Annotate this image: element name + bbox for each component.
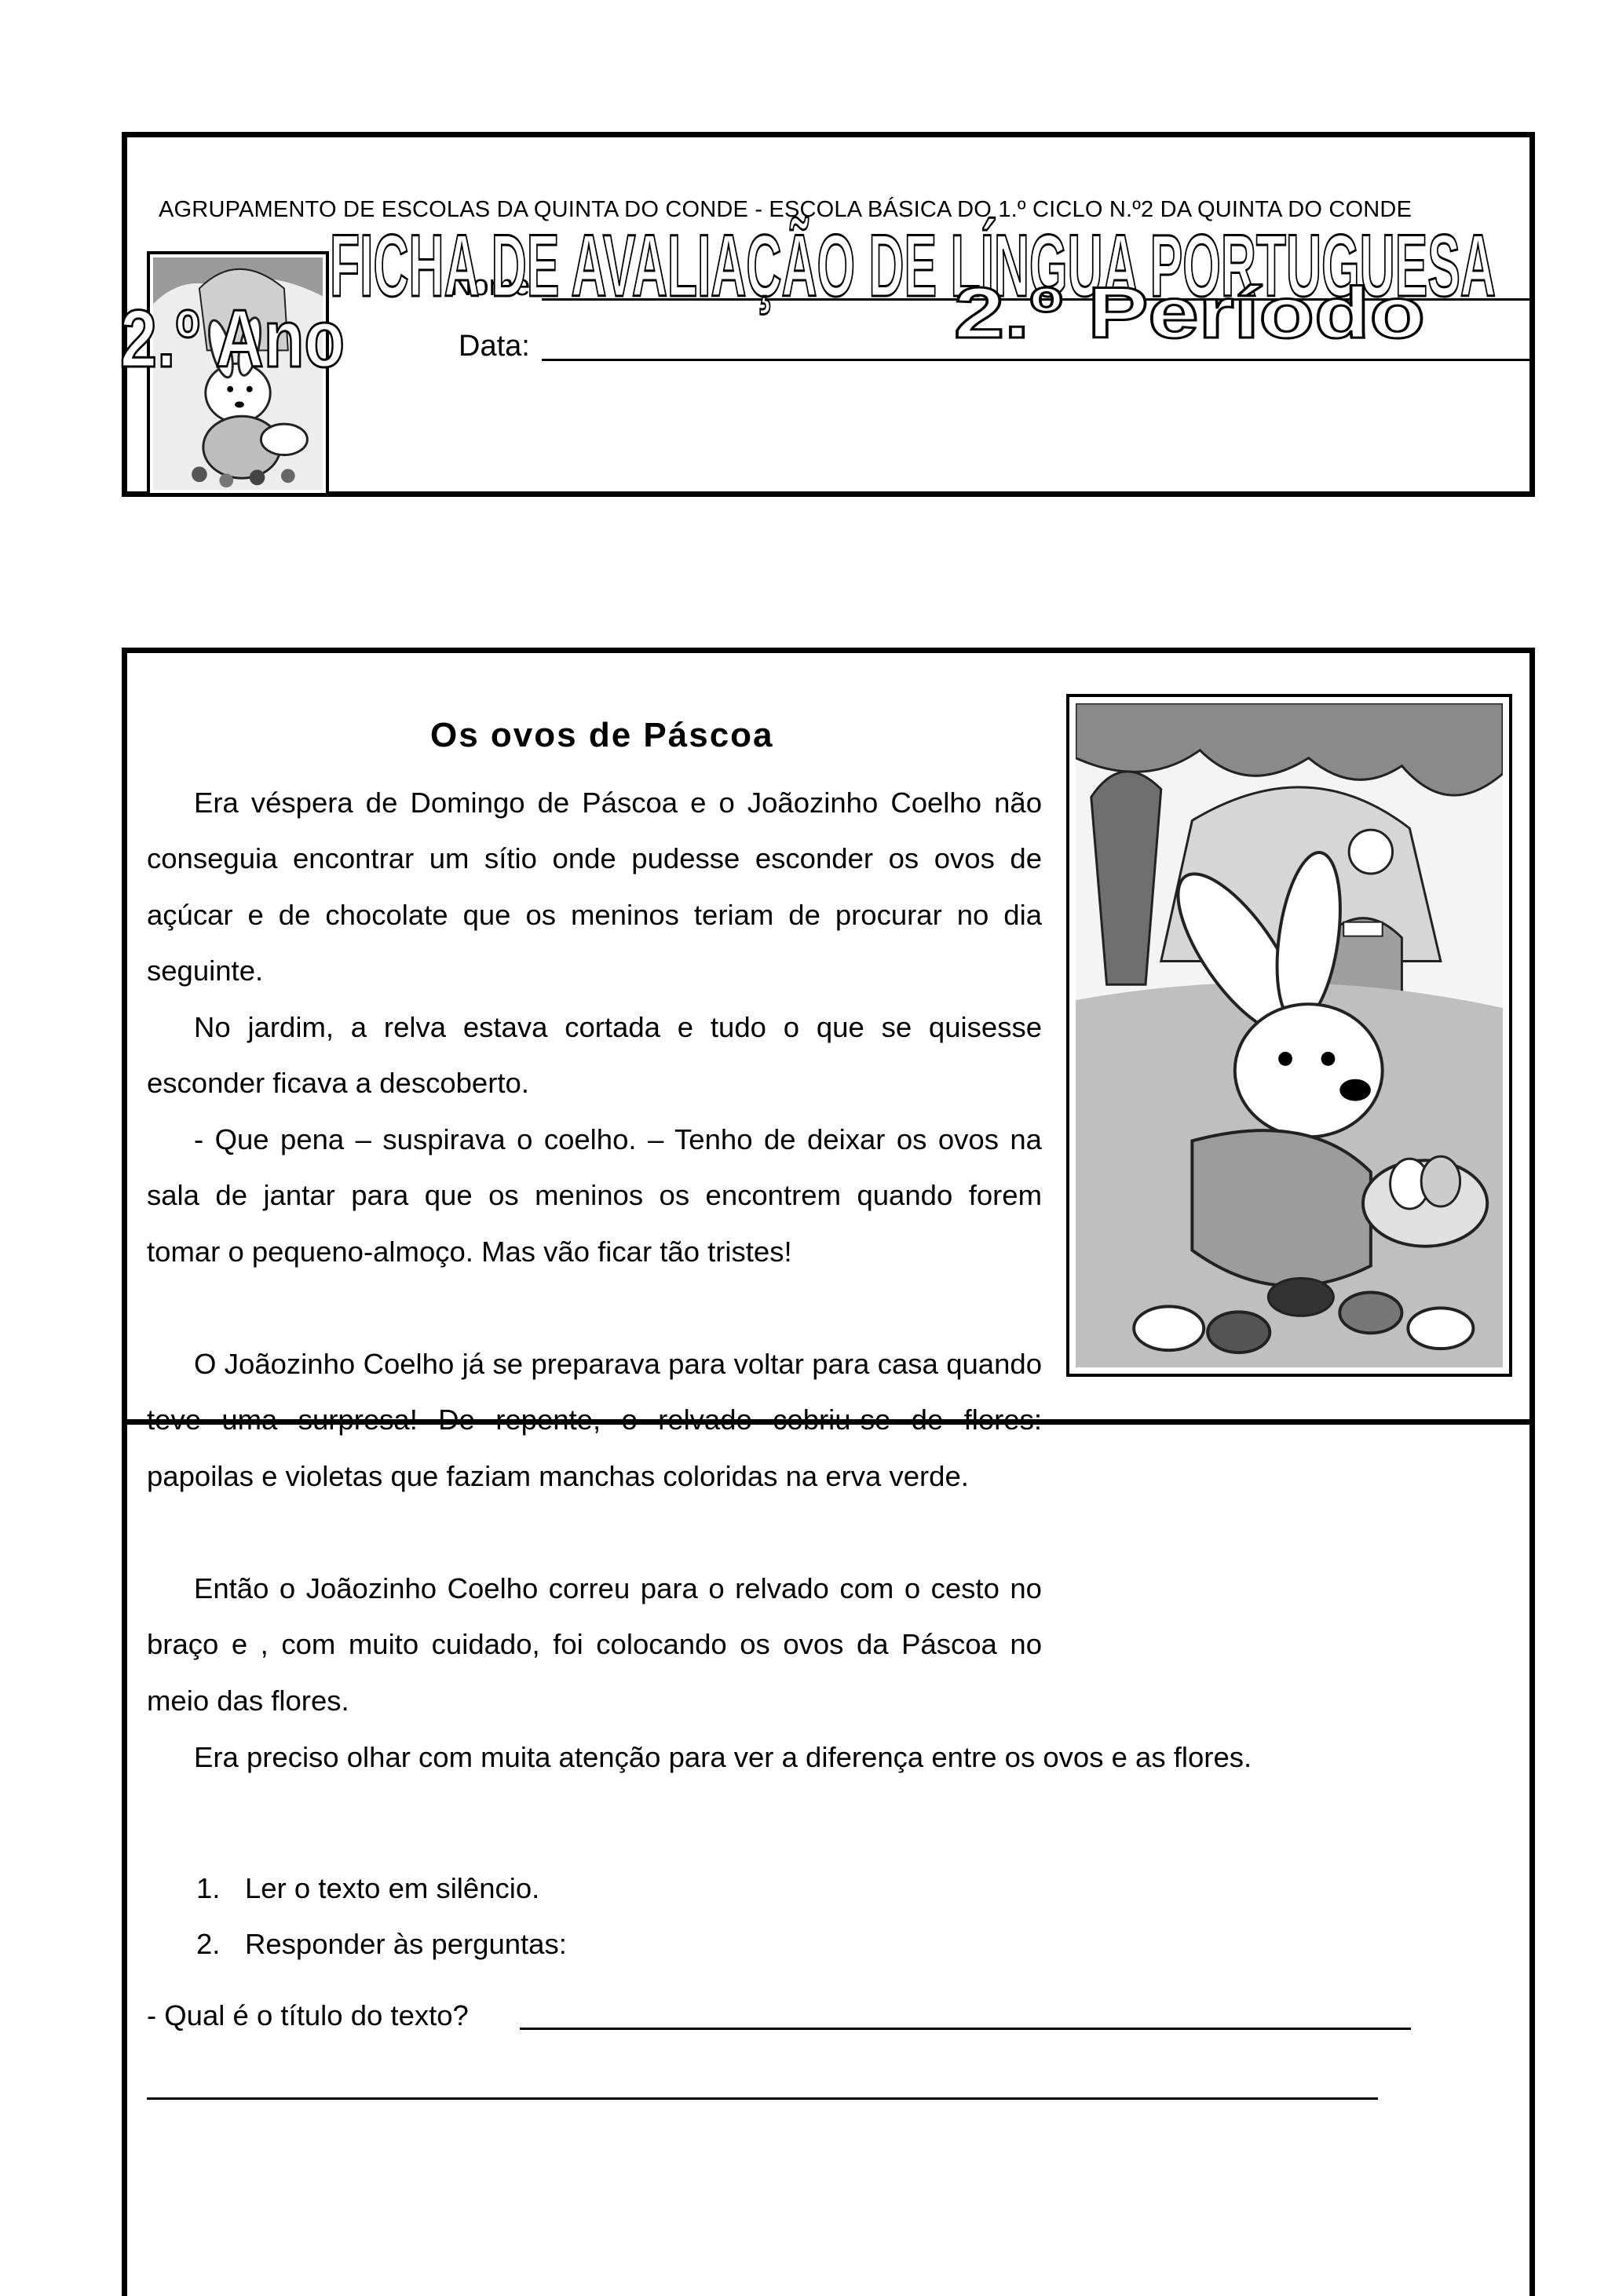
name-label: Nome:	[451, 269, 539, 302]
story-title: Os ovos de Páscoa	[430, 716, 774, 754]
task-item	[196, 1928, 567, 1961]
story-paragraph: Então o Joãozinho Coelho correu para o relvado com o cesto no braço e , com muito cuidado, foi colocando os ovos da Páscoa no meio das flores.	[147, 1572, 1042, 1717]
task-item	[196, 1872, 539, 1905]
document-title: FICHA DE AVALIAÇÃO DE LÍNGUA PORTUGUESA	[330, 217, 1497, 315]
story-paragraph: No jardim, a relva estava cortada e tudo o que se quisesse esconder ficava a descoberto.	[147, 1011, 1042, 1100]
answer-line[interactable]	[520, 2028, 1411, 2030]
task-text: Ler o texto em silêncio.	[245, 1872, 540, 1904]
school-name: AGRUPAMENTO DE ESCOLAS DA QUINTA DO CONDE - ESCOLA BÁSICA DO 1.º CICLO N.º2 DA QUINTA DO CONDE	[159, 197, 1412, 222]
date-label: Data:	[459, 330, 530, 363]
question-text: - Qual é o título do texto?	[147, 1999, 469, 2031]
story-paragraph: O Joãozinho Coelho já se preparava para voltar para casa quando papoilas e violetas que faziam manchas coloridas na erva verde.	[147, 1348, 1042, 1492]
task-number: 2.	[196, 1928, 221, 1960]
task-number: 1.	[196, 1872, 221, 1904]
story-paragraph: Era véspera de Domingo de Páscoa e o Joãozinho Coelho não conseguia encontrar um sítio onde pudesse esconder os ovos de açúcar e de chocolate que os meninos teriam de procurar no dia seguinte.	[147, 787, 1042, 987]
task-text: Responder às perguntas:	[245, 1928, 567, 1960]
header-titles	[120, 208, 1531, 475]
section-divider	[122, 1419, 1535, 1425]
story-paragraph: Era preciso olhar com muita atenção para ver a diferença entre os ovos e as flores.	[194, 1741, 1252, 1773]
year-label: 2.º Ano	[120, 294, 345, 385]
answer-line[interactable]	[147, 2097, 1378, 2100]
easter-rabbit-illustration-icon	[1066, 694, 1512, 1377]
story-paragraph: - Que pena – suspirava o coelho. – Tenho de deixar os ovos na sala de jantar para que os meninos os encontrem quando forem tomar o pequeno-almoço. Mas vão ficar tão tristes!	[147, 1123, 1042, 1268]
period-label: 2.º Período	[954, 273, 1425, 353]
